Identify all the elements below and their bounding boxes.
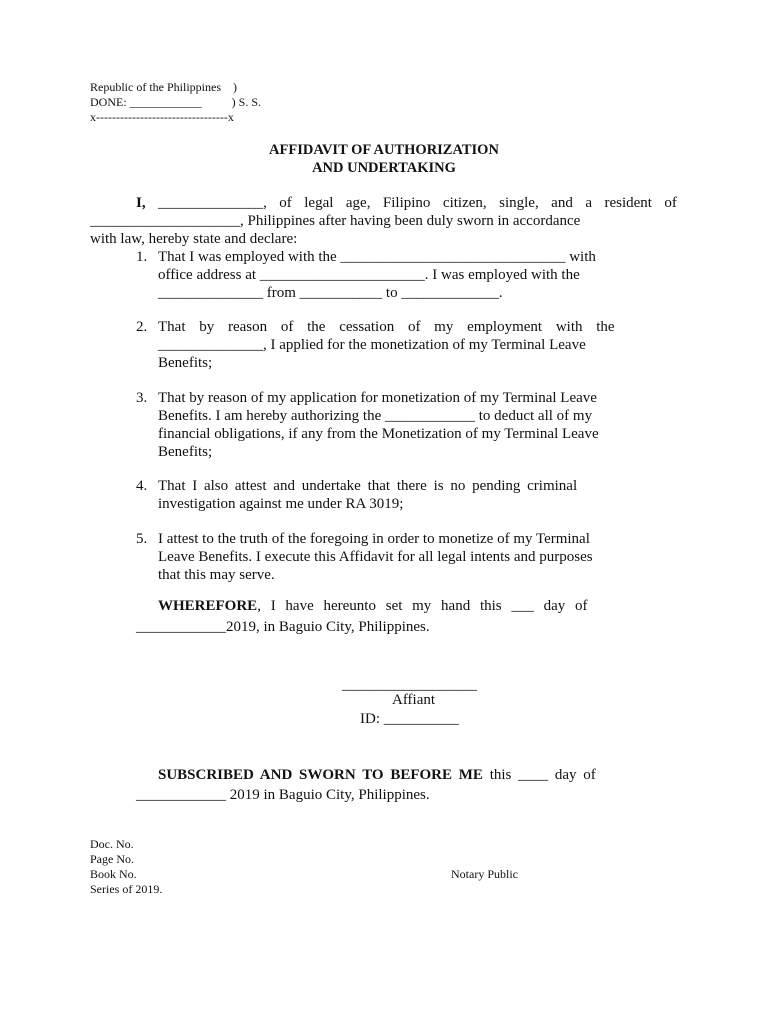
- header-republic: Republic of the Philippines ): [90, 80, 237, 94]
- intro-word: ______________,: [158, 195, 267, 211]
- title-line-1: AFFIDAVIT OF AUTHORIZATION: [269, 142, 499, 158]
- intro-line-2: ____________________, Philippines after having been duly sworn in accordance: [90, 213, 581, 229]
- intro-word: single,: [499, 195, 539, 211]
- intro-word: legal: [304, 195, 334, 211]
- intro-word: and: [551, 195, 573, 211]
- item-2-line-2: ______________, I applied for the monetization of my Terminal Leave: [158, 337, 586, 353]
- wherefore-line-2: ____________2019, in Baguio City, Philippines.: [136, 619, 430, 635]
- intro-word: resident: [604, 195, 652, 211]
- intro-line-1: [136, 194, 677, 212]
- intro-word: a: [585, 195, 592, 211]
- intro-word: Filipino: [382, 195, 431, 211]
- item-3-line-1: That by reason of my application for monetization of my Terminal Leave: [158, 390, 597, 406]
- subscribed-text: this ____ day of: [482, 767, 596, 783]
- item-number: 4.: [136, 478, 148, 494]
- item-3-line-4: Benefits;: [158, 444, 213, 460]
- intro-word: I,: [136, 195, 146, 211]
- notary-public: Notary Public: [451, 867, 518, 881]
- subscribed-line-2: ____________ 2019 in Baguio City, Philippines.: [136, 787, 430, 803]
- item-number: 3.: [136, 390, 148, 406]
- header-done: DONE: ____________ ) S. S.: [90, 95, 262, 109]
- signature-line: __________________: [342, 677, 477, 693]
- item-5-line-2: Leave Benefits. I execute this Affidavit for all legal intents and purposes: [158, 549, 593, 565]
- item-1-line-1: That I was employed with the ______________________________ with: [158, 249, 596, 265]
- item-3-line-2: Benefits. I am hereby authorizing the ____________ to deduct all of my: [158, 408, 593, 424]
- item-number: 5.: [136, 531, 148, 547]
- affiant-id: ID: __________: [360, 711, 459, 727]
- item-4-line-1: That I also attest and undertake that there is no pending criminal: [158, 478, 578, 494]
- wherefore-text: , I have hereunto set my hand this ___ day of: [257, 598, 588, 614]
- subscribed-label: SUBSCRIBED AND SWORN TO BEFORE ME: [158, 767, 483, 783]
- subscribed-line-1: [158, 766, 596, 784]
- intro-word: citizen,: [442, 195, 487, 211]
- affiant-label: Affiant: [392, 692, 436, 708]
- item-2-line-1: That by reason of the cessation of my employment with the: [158, 319, 615, 335]
- item-5-line-3: that this may serve.: [158, 567, 275, 583]
- item-2-line-3: Benefits;: [158, 355, 213, 371]
- title-line-2: AND UNDERTAKING: [312, 160, 456, 176]
- book-no: Book No.: [90, 867, 137, 881]
- item-number: 1.: [136, 249, 148, 265]
- item-5-line-1: I attest to the truth of the foregoing in order to monetize of my Terminal: [158, 531, 590, 547]
- intro-word: age,: [345, 195, 371, 211]
- item-number: 2.: [136, 319, 148, 335]
- intro-word: of: [664, 195, 677, 211]
- doc-no: Doc. No.: [90, 837, 134, 851]
- page-no: Page No.: [90, 852, 134, 866]
- item-1-line-2: office address at ______________________. I was employed with the: [158, 267, 580, 283]
- wherefore-line-1: [158, 597, 588, 615]
- item-4-line-2: investigation against me under RA 3019;: [158, 496, 404, 512]
- intro-word: of: [279, 195, 292, 211]
- intro-line-3: with law, hereby state and declare:: [90, 231, 298, 247]
- series: Series of 2019.: [90, 882, 163, 896]
- item-3-line-3: financial obligations, if any from the Monetization of my Terminal Leave: [158, 426, 599, 442]
- wherefore-label: WHEREFORE: [158, 598, 258, 614]
- header-divider: x---------------------------------x: [90, 110, 234, 124]
- item-1-line-3: ______________ from ___________ to _____________.: [158, 285, 503, 301]
